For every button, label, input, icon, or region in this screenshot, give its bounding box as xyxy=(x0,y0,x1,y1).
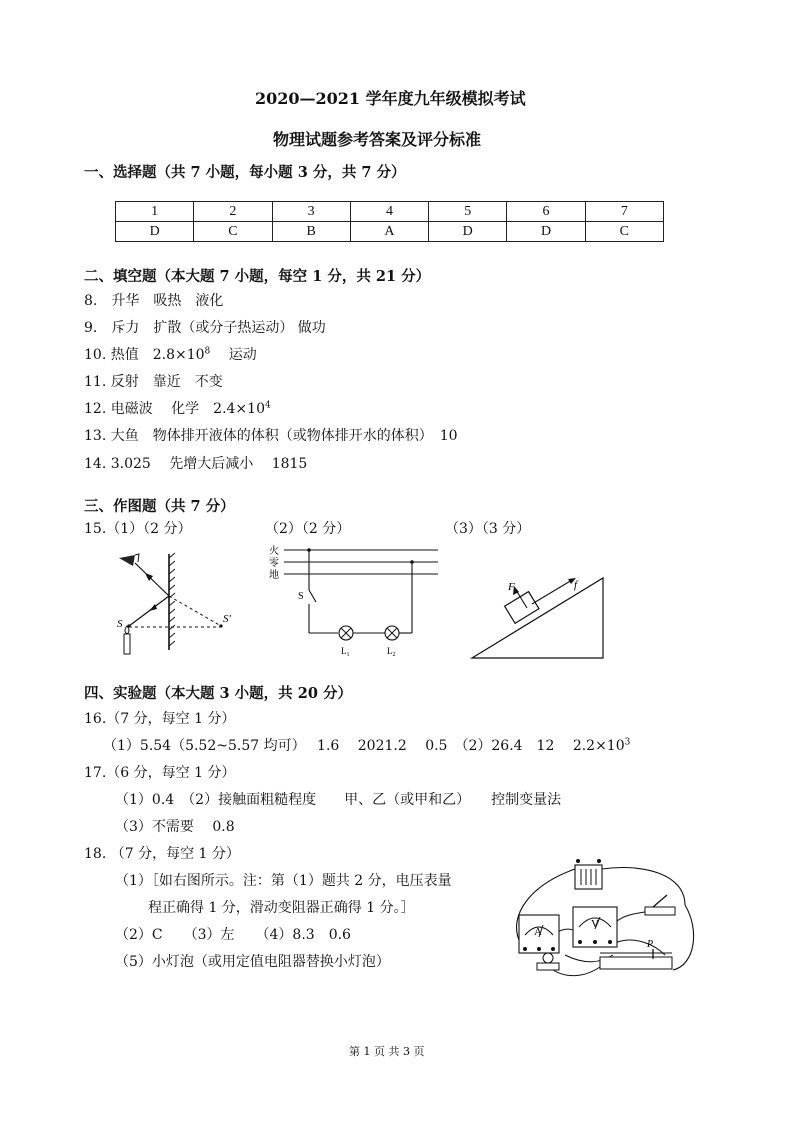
fig2-live-label: 火 xyxy=(269,546,279,557)
answer-number: 2 xyxy=(194,202,272,222)
answer-q16-head: 16.（7 分，每空 1 分） xyxy=(84,711,236,727)
answer-q17-head: 17.（6 分，每空 1 分） xyxy=(84,765,236,781)
answer-q16-exponent: 3 xyxy=(624,737,631,748)
fig4-voltmeter-label: V xyxy=(591,918,599,930)
fig2-lamp2-sub: 2 xyxy=(392,652,396,658)
answer-letter: C xyxy=(194,222,272,242)
section-heading-experiment: 四、实验题（本大题 3 小题，共 20 分） xyxy=(84,685,352,702)
answer-letter: D xyxy=(429,222,507,242)
answer-q10 xyxy=(84,346,257,364)
fig3-force-f-label: f xyxy=(574,579,578,591)
household-circuit-diagram xyxy=(266,540,441,660)
answer-q13: 13. 大鱼 物体排开液体的体积（或物体排开水的体积） 10 xyxy=(84,428,458,444)
fig2-neutral-label: 零 xyxy=(269,558,279,569)
fig2-ground-label: 地 xyxy=(269,570,279,581)
fig1-source-label: S xyxy=(117,618,123,630)
answer-q17-line1: （1）0.4 （2）接触面粗糙程度 甲、乙（或甲和乙） 控制变量法 xyxy=(115,792,562,808)
answer-q16-body-prefix: （1）5.54（5.52~5.57 均可） 1.6 2021.2 0.5 （2）26.4 12 2.2×10 xyxy=(103,738,625,754)
drawing-part3-label: （3）（3 分） xyxy=(445,521,531,537)
answer-q16-body xyxy=(103,737,630,755)
answer-q12-exponent: 4 xyxy=(264,400,271,411)
answer-number: 1 xyxy=(116,202,194,222)
answer-number: 4 xyxy=(350,202,428,222)
answer-number: 6 xyxy=(507,202,585,222)
drawing-part1-label: 15.（1）（2 分） xyxy=(84,521,192,537)
answer-letter: D xyxy=(507,222,585,242)
answer-letter: C xyxy=(585,222,663,242)
answer-number: 3 xyxy=(272,202,350,222)
answer-letter: B xyxy=(272,222,350,242)
fig1-image-label: S' xyxy=(223,613,231,625)
page-number: 第 1 页 共 3 页 xyxy=(349,1045,425,1058)
answer-q8: 8. 升华 吸热 液化 xyxy=(84,293,224,309)
answer-q18-line4: （5）小灯泡（或用定值电阻器替换小灯泡） xyxy=(115,954,390,970)
fig2-lamp1-letter: L xyxy=(341,646,347,656)
answer-number: 7 xyxy=(585,202,663,222)
answer-q10-exponent: 8 xyxy=(204,346,211,357)
fig3-force-F-label: F xyxy=(508,581,515,593)
answer-table xyxy=(115,201,664,242)
answer-letter: A xyxy=(350,222,428,242)
page-title: 2020—2021 学年度九年级模拟考试 xyxy=(255,89,526,108)
drawing-part2-label: （2）（2 分） xyxy=(265,521,351,537)
answer-q12-prefix: 12. 电磁波 化学 2.4×10 xyxy=(84,401,265,417)
answer-q18-line2: 程正确得 1 分，滑动变阻器正确得 1 分。］ xyxy=(148,900,415,916)
answer-table-number-row xyxy=(116,202,664,222)
mirror-reflection-diagram xyxy=(105,550,245,660)
answer-q12 xyxy=(84,400,271,418)
answer-q18-head: 18. （7 分，每空 1 分） xyxy=(84,846,240,862)
fig2-lamp1-label xyxy=(341,646,350,658)
answer-number: 5 xyxy=(429,202,507,222)
fig2-lamp2-label xyxy=(387,646,396,658)
answer-q11: 11. 反射 靠近 不变 xyxy=(84,374,223,390)
fig2-lamp1-sub: 1 xyxy=(346,652,350,658)
answer-table-answer-row xyxy=(116,222,664,242)
answer-q9: 9. 斥力 扩散（或分子热运动） 做功 xyxy=(84,320,326,336)
answer-q18-line3: （2）C （3）左 （4）8.3 0.6 xyxy=(115,927,351,943)
answer-letter: D xyxy=(116,222,194,242)
section-heading-fill: 二、填空题（本大题 7 小题，每空 1 分，共 21 分） xyxy=(84,268,431,285)
answer-q10-prefix: 10. 热值 2.8×10 xyxy=(84,347,205,363)
fig2-lamp2-letter: L xyxy=(387,646,393,656)
answer-q10-suffix: 运动 xyxy=(210,347,257,363)
page-subtitle: 物理试题参考答案及评分标准 xyxy=(273,130,482,149)
answer-q17-line2: （3）不需要 0.8 xyxy=(115,819,235,835)
experiment-circuit-illustration xyxy=(505,855,705,985)
section-heading-drawing: 三、作图题（共 7 分） xyxy=(84,498,235,515)
fig4-rheostat-label: P xyxy=(647,939,654,950)
section-heading-choice: 一、选择题（共 7 小题，每小题 3 分，共 7 分） xyxy=(84,164,406,181)
incline-forces-diagram xyxy=(470,548,610,663)
fig4-ammeter-label: A xyxy=(534,926,542,938)
fig2-switch-label: S xyxy=(298,591,304,602)
answer-q14: 14. 3.025 先增大后减小 1815 xyxy=(84,456,308,472)
answer-q18-line1: （1）［如右图所示。注：第（1）题共 2 分，电压表量 xyxy=(115,873,452,889)
